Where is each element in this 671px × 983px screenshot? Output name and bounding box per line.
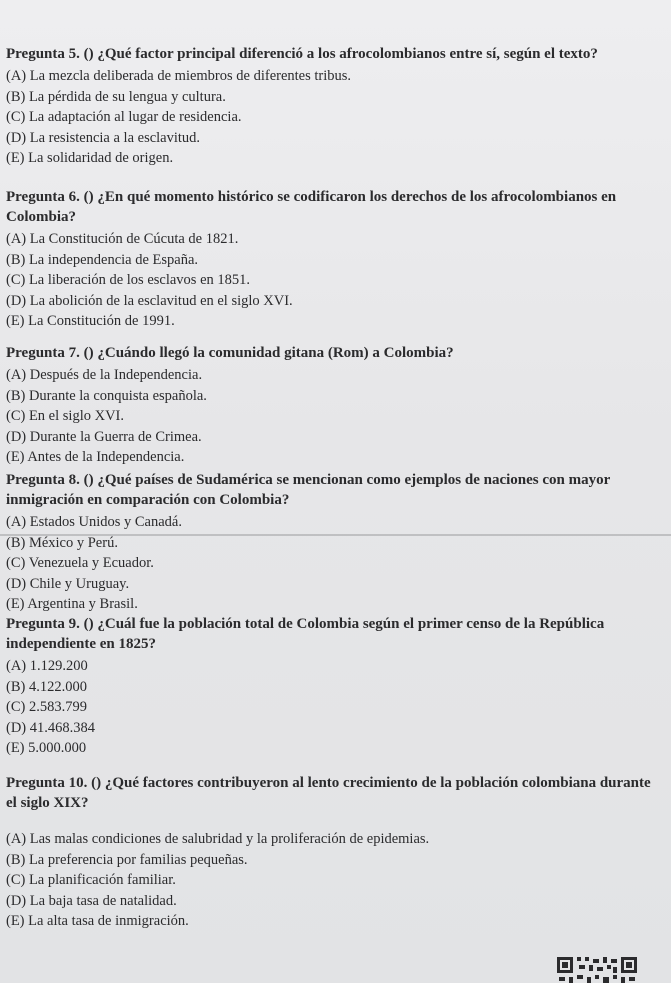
- option-a[interactable]: (A) Las malas condiciones de salubridad y la proliferación de epidemias.: [6, 831, 430, 847]
- option-e[interactable]: (E) La solidaridad de origen.: [6, 150, 174, 166]
- option-d[interactable]: (D) 41.468.384: [6, 719, 96, 736]
- option-a[interactable]: (A) 1.129.200: [6, 658, 88, 674]
- option-a[interactable]: (A) Después de la Independencia.: [6, 367, 203, 383]
- option-c[interactable]: (C) La planificación familiar.: [6, 872, 176, 888]
- option-e[interactable]: (E) Argentina y Brasil.: [6, 596, 138, 612]
- question-title: Pregunta 6. () ¿En qué momento histórico se codificaron los derechos de los afrocolombianos en Colombia?: [6, 189, 617, 225]
- option-c[interactable]: (C) La liberación de los esclavos en 1851.: [6, 272, 251, 288]
- option-e[interactable]: (E) La alta tasa de inmigración.: [6, 913, 189, 929]
- qr-code: [557, 953, 641, 983]
- option-c[interactable]: (C) En el siglo XVI.: [6, 408, 124, 424]
- option-b[interactable]: (B) La pérdida de su lengua y cultura.: [6, 88, 226, 105]
- option-b[interactable]: (B) La preferencia por familias pequeñas.: [6, 851, 248, 868]
- question-title: Pregunta 9. () ¿Cuál fue la población total de Colombia según el primer censo de la República independiente en 1825?: [6, 616, 605, 652]
- option-a[interactable]: (A) La mezcla deliberada de miembros de diferentes tribus.: [6, 68, 352, 84]
- option-d[interactable]: (D) La baja tasa de natalidad.: [6, 892, 177, 909]
- question-7: [6, 343, 656, 468]
- option-c[interactable]: (C) Venezuela y Ecuador.: [6, 555, 154, 571]
- question-title: Pregunta 7. () ¿Cuándo llegó la comunidad gitana (Rom) a Colombia?: [6, 345, 454, 361]
- option-b[interactable]: (B) México y Perú.: [6, 534, 118, 551]
- option-d[interactable]: (D) La resistencia a la esclavitud.: [6, 129, 201, 146]
- question-10: [6, 773, 656, 932]
- question-8: [6, 470, 656, 615]
- option-d[interactable]: (D) Chile y Uruguay.: [6, 575, 130, 592]
- option-d[interactable]: (D) Durante la Guerra de Crimea.: [6, 428, 202, 445]
- question-6: [6, 187, 656, 332]
- option-a[interactable]: (A) La Constitución de Cúcuta de 1821.: [6, 231, 239, 247]
- option-b[interactable]: (B) La independencia de España.: [6, 251, 199, 268]
- option-b[interactable]: (B) Durante la conquista española.: [6, 387, 207, 404]
- option-c[interactable]: (C) La adaptación al lugar de residencia.: [6, 109, 242, 125]
- question-title: Pregunta 5. () ¿Qué factor principal diferenció a los afrocolombianos entre sí, según el texto?: [6, 46, 598, 62]
- question-title: Pregunta 10. () ¿Qué factores contribuyeron al lento crecimiento de la población colombiana durante el siglo XIX?: [6, 775, 651, 811]
- question-title: Pregunta 8. () ¿Qué países de Sudamérica se mencionan como ejemplos de naciones con mayor inmigración en comparación con Colombia?: [6, 472, 610, 508]
- option-e[interactable]: (E) La Constitución de 1991.: [6, 313, 175, 329]
- option-b[interactable]: (B) 4.122.000: [6, 678, 87, 695]
- question-5: [6, 44, 656, 169]
- option-e[interactable]: (E) Antes de la Independencia.: [6, 449, 185, 465]
- question-9: [6, 614, 656, 759]
- option-d[interactable]: (D) La abolición de la esclavitud en el siglo XVI.: [6, 292, 293, 309]
- option-e[interactable]: (E) 5.000.000: [6, 740, 87, 756]
- option-a[interactable]: (A) Estados Unidos y Canadá.: [6, 514, 182, 530]
- option-c[interactable]: (C) 2.583.799: [6, 699, 87, 715]
